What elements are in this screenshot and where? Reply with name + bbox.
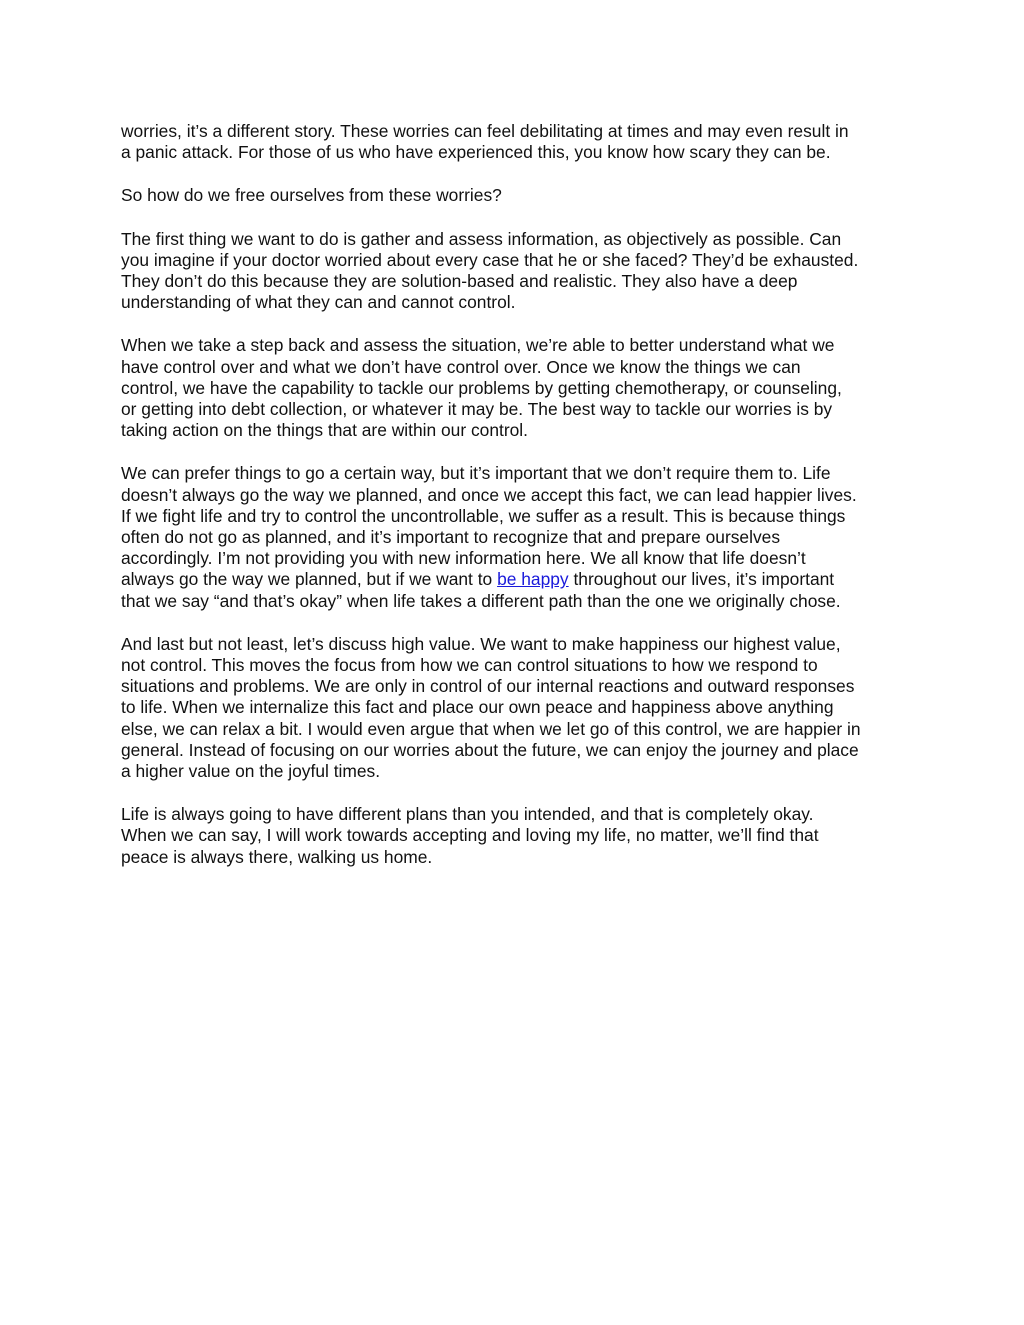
paragraph-worries-story: worries, it’s a different story. These worries can feel debilitating at times and may even result in a panic attack. For those of us who have experienced this, you know how scary they can be. — [121, 121, 849, 163]
document-page — [121, 121, 911, 890]
paragraph-step-back: When we take a step back and assess the situation, we’re able to better understand what we have control over and what we don’t have control over. Once we know the things we can control, we have the capability to tackle our problems by getting chemotherapy, or counseling, or getting into debt collection, or whatever it may be. The best way to tackle our worries is by taking action on the things that are within our control. — [121, 335, 842, 441]
paragraph-high-value: And last but not least, let’s discuss high value. We want to make happiness our highest value, not control. This moves the focus from how we can control situations to how we respond to situations and problems. We are only in control of our internal reactions and outward responses to life. When we internalize this fact and place our own peace and happiness above anything else, we can relax a bit. I would even argue that when we let go of this control, we are happier in general. Instead of focusing on our worries about the future, we can enjoy the journey and place a higher value on the joyful times. — [121, 633, 861, 782]
paragraph-question: So how do we free ourselves from these worries? — [121, 185, 502, 206]
paragraph-text-after-link: throughout our lives, it’s important that we say “and that’s okay” when life takes a different path than the one we originally chose. — [121, 569, 841, 611]
paragraph-gather-information: The first thing we want to do is gather and assess information, as objectively as possible. Can you imagine if your doctor worried about every case that he or she faced? They’d be exhausted. They don’t do this because they are solution-based and realistic. They also have a deep understanding of what they can and cannot control. — [121, 228, 859, 313]
paragraph-conclusion: Life is always going to have different plans than you intended, and that is completely okay. When we can say, I will work towards accepting and loving my life, no matter, we’ll find that peace is always there, walking us home. — [121, 804, 819, 867]
paragraph-text-before-link: We can prefer things to go a certain way, but it’s important that we don’t require them to. Life doesn’t always go the way we planned, and once we accept this fact, we can lead happier lives. If we fight life and try to control the uncontrollable, we suffer as a result. This is because things often do not go as planned, and it’s important to recognize that and prepare ourselves accordingly. I’m not providing you with new information here. We all know that life doesn’t always go the way we planned, but if we want to — [121, 463, 857, 590]
be-happy-link[interactable]: be happy — [497, 569, 569, 590]
paragraph-prefer-things — [121, 463, 911, 611]
